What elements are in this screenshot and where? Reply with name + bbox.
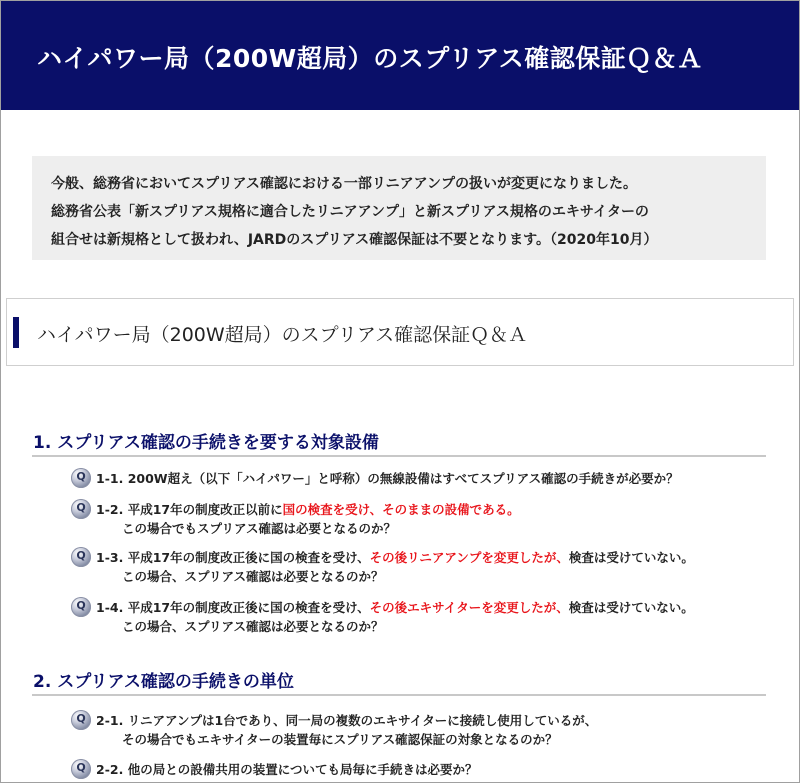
- q-icon: Q: [71, 759, 91, 779]
- header-banner: [1, 1, 799, 110]
- question-link[interactable]: 1-3. 平成17年の制度改正後に国の検査を受け、その後リニアアンプを変更したが、検査は受けていない。: [96, 550, 694, 565]
- section-divider: [32, 455, 766, 457]
- section-heading: 1. スプリアス確認の手続きを要する対象設備: [33, 433, 379, 453]
- question-link[interactable]: 1-4. 平成17年の制度改正後に国の検査を受け、その後エキサイターを変更したが、検査は受けていない。: [96, 600, 694, 615]
- q-icon: Q: [71, 710, 91, 730]
- question-line2: この場合、スプリアス確認は必要となるのか？: [122, 619, 384, 634]
- highlight-text: その後リニアアンプを変更したが、: [369, 550, 569, 565]
- question-line2: この場合、スプリアス確認は必要となるのか？: [122, 569, 384, 584]
- question-link[interactable]: 2-1. リニアアンプは1台であり、同一局の複数のエキサイターに接続し使用しているが、: [96, 713, 598, 728]
- q-icon: Q: [71, 597, 91, 617]
- notice-line: 今般、総務省においてスプリアス確認における一部リニアアンプの扱いが変更になりました。: [51, 176, 638, 192]
- q-icon: Q: [71, 499, 91, 519]
- question-line2: この場合でもスプリアス確認は必要となるのか？: [122, 521, 397, 536]
- notice-line: 総務省公表「新スプリアス規格に適合したリニアアンプ」と新スプリアス規格のエキサイターの: [51, 204, 649, 220]
- q-icon: Q: [71, 468, 91, 488]
- notice-box: [32, 156, 766, 260]
- question-line2: その場合でもエキサイターの装置毎にスプリアス確認保証の対象となるのか？: [122, 732, 558, 747]
- highlight-text: その後エキサイターを変更したが、: [369, 600, 569, 615]
- question-link[interactable]: 1-2. 平成17年の制度改正以前に国の検査を受け、そのままの設備である。: [96, 502, 520, 517]
- header-title: ハイパワー局（200W超局）のスプリアス確認保証Ｑ＆Ａ: [37, 44, 703, 73]
- highlight-text: 国の検査を受け、そのままの設備である。: [282, 502, 520, 517]
- title-accent-bar: [13, 317, 19, 348]
- page-title-box: [6, 298, 794, 366]
- section-divider: [32, 694, 766, 696]
- q-icon: Q: [71, 547, 91, 567]
- question-link[interactable]: 1-1. 200W超え（以下「ハイパワー」と呼称）の無線設備はすべてスプリアス確認の手続きが必要か？: [96, 471, 679, 486]
- question-link[interactable]: 2-2. 他の局との設備共用の装置についても局毎に手続きは必要か？: [96, 762, 478, 777]
- page-title: ハイパワー局（200W超局）のスプリアス確認保証Ｑ＆Ａ: [37, 324, 528, 346]
- notice-line: 組合せは新規格として扱われ、JARDのスプリアス確認保証は不要となります。（2020年10月）: [51, 232, 658, 248]
- section-heading: 2. スプリアス確認の手続きの単位: [33, 672, 294, 692]
